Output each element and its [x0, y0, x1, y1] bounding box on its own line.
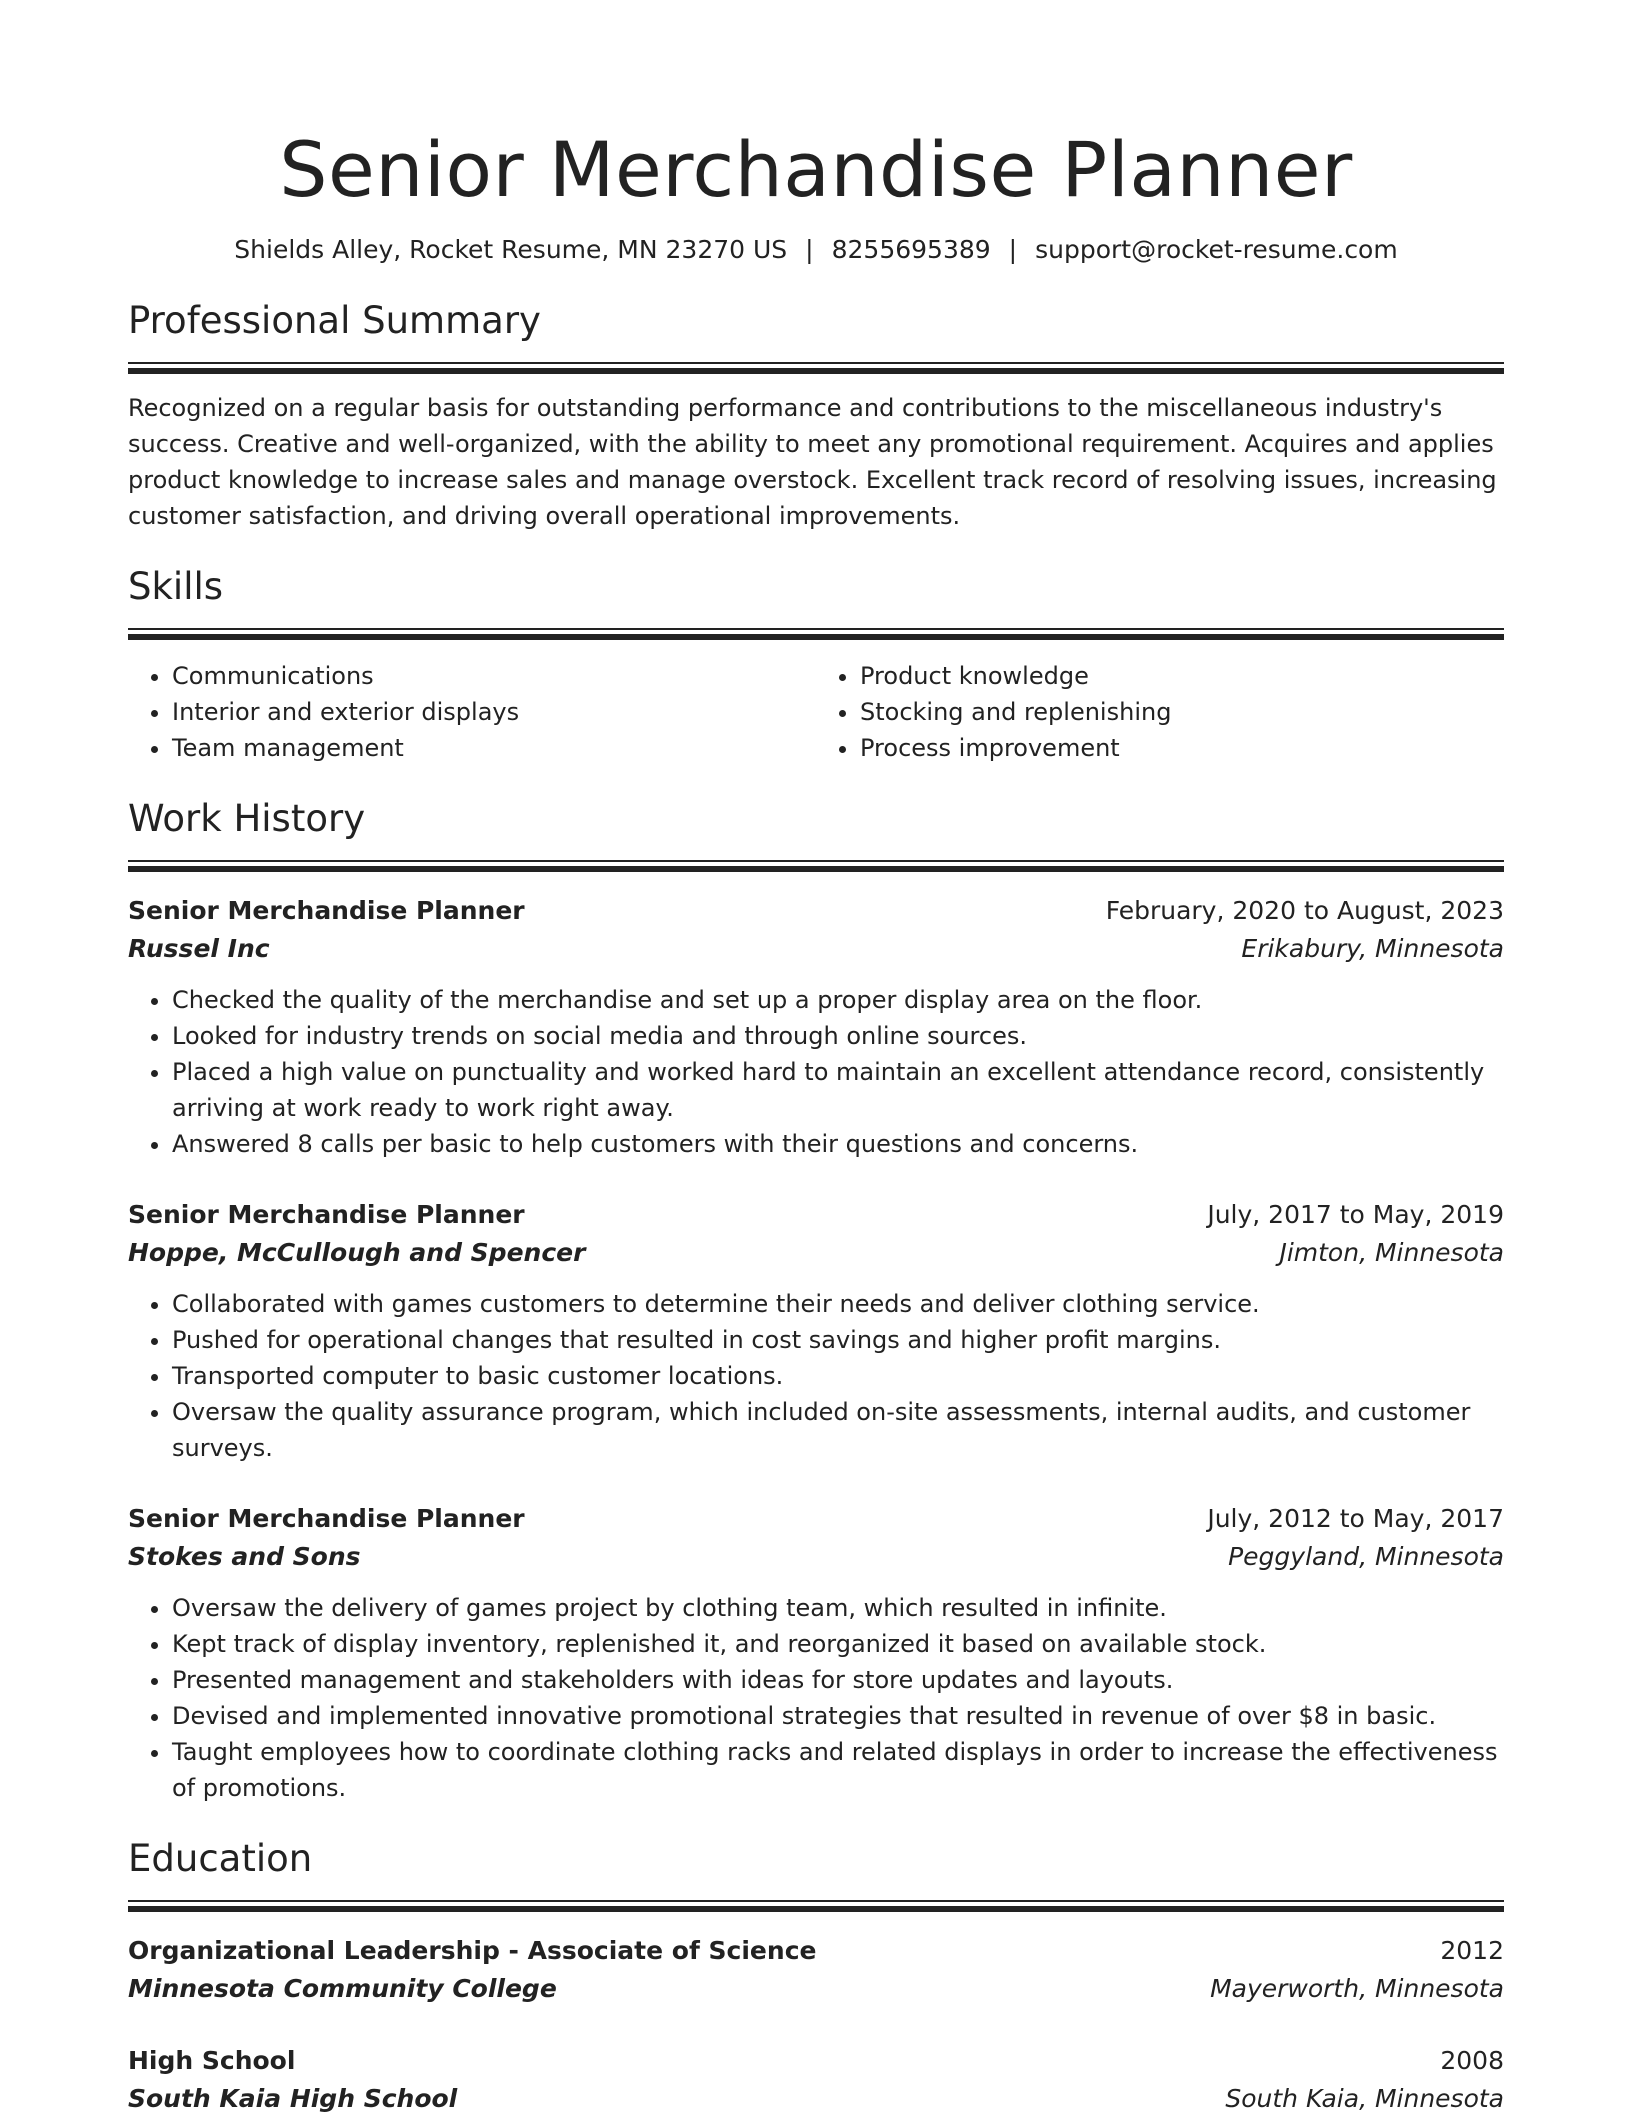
education-school: Minnesota Community College [128, 1974, 557, 2003]
skills-column-left [128, 658, 816, 766]
education-year: 2012 [1440, 1936, 1504, 1965]
section-title-work: Work History [128, 797, 366, 840]
contact-email: support@rocket-resume.com [1035, 235, 1398, 264]
job-bullets [128, 1590, 1504, 1806]
job-location: Peggyland, Minnesota [1228, 1542, 1504, 1571]
job-entry [128, 1500, 1504, 1806]
summary-section [128, 296, 1504, 534]
job-bullet: • Collaborated with games customers to determine their needs and deliver clothing service. [172, 1286, 1504, 1322]
job-bullet: • Placed a high value on punctuality and worked hard to maintain an excellent attendance record, consistently arriving at work ready to work right away. [172, 1054, 1504, 1126]
job-title: Senior Merchandise Planner [128, 1504, 525, 1533]
education-degree: Organizational Leadership - Associate of Science [128, 1936, 817, 1965]
contact-line [128, 232, 1504, 268]
summary-text: Recognized on a regular basis for outstanding performance and contributions to the miscellaneous industry's success. Creative and well-organized, with the ability to meet any promotional requirement. Acquires and applies product knowledge to increase sales and manage overstock. Excellent track record of resolving issues, increasing customer satisfaction, and driving overall operational improvements. [128, 394, 1497, 530]
job-bullet: • Kept track of display inventory, replenished it, and reorganized it based on available stock. [172, 1626, 1504, 1662]
job-location: Erikabury, Minnesota [1241, 934, 1504, 963]
section-divider [128, 1900, 1504, 1912]
job-bullets [128, 982, 1504, 1162]
job-company: Stokes and Sons [128, 1542, 361, 1571]
skills-column-right [816, 658, 1504, 766]
section-title-summary: Professional Summary [128, 299, 541, 342]
job-bullet: • Presented management and stakeholders with ideas for store updates and layouts. [172, 1662, 1504, 1698]
job-title: Senior Merchandise Planner [128, 896, 525, 925]
job-dates: July, 2017 to May, 2019 [1207, 1200, 1504, 1229]
skills-section [128, 562, 1504, 766]
job-bullet: • Looked for industry trends on social media and through online sources. [172, 1018, 1504, 1054]
resume-name: Senior Merchandise Planner [279, 125, 1353, 214]
section-divider [128, 362, 1504, 374]
education-degree: High School [128, 2046, 296, 2075]
education-location: South Kaia, Minnesota [1225, 2084, 1504, 2113]
skill-item: • Interior and exterior displays [172, 694, 816, 730]
section-divider [128, 628, 1504, 640]
section-title-education: Education [128, 1837, 313, 1880]
skill-item: • Communications [172, 658, 816, 694]
education-section [128, 1834, 1504, 2118]
education-entry [128, 1932, 1504, 2008]
job-entry [128, 892, 1504, 1162]
section-divider [128, 860, 1504, 872]
job-company: Hoppe, McCullough and Spencer [128, 1238, 586, 1267]
contact-separator: | [805, 235, 814, 264]
job-bullet: • Pushed for operational changes that resulted in cost savings and higher profit margins. [172, 1322, 1504, 1358]
job-entry [128, 1196, 1504, 1466]
skill-item: • Team management [172, 730, 816, 766]
skill-item: • Stocking and replenishing [860, 694, 1504, 730]
job-bullet: • Oversaw the delivery of games project by clothing team, which resulted in infinite. [172, 1590, 1504, 1626]
job-bullet: • Answered 8 calls per basic to help customers with their questions and concerns. [172, 1126, 1504, 1162]
job-bullet: • Taught employees how to coordinate clothing racks and related displays in order to increase the effectiveness of promotions. [172, 1734, 1504, 1806]
job-bullet: • Devised and implemented innovative promotional strategies that resulted in revenue of over $8 in basic. [172, 1698, 1504, 1734]
skill-item: • Process improvement [860, 730, 1504, 766]
job-dates: February, 2020 to August, 2023 [1105, 896, 1504, 925]
job-location: Jimton, Minnesota [1279, 1238, 1504, 1267]
job-bullet: • Oversaw the quality assurance program, which included on-site assessments, internal audits, and customer surveys. [172, 1394, 1504, 1466]
job-bullets [128, 1286, 1504, 1466]
education-location: Mayerworth, Minnesota [1210, 1974, 1504, 2003]
education-school: South Kaia High School [128, 2084, 458, 2113]
contact-phone: 8255695389 [831, 235, 991, 264]
section-title-skills: Skills [128, 565, 224, 608]
skills-columns [128, 658, 1504, 766]
job-title: Senior Merchandise Planner [128, 1200, 525, 1229]
job-bullet: • Transported computer to basic customer locations. [172, 1358, 1504, 1394]
job-bullet: • Checked the quality of the merchandise and set up a proper display area on the floor. [172, 982, 1504, 1018]
education-year: 2008 [1440, 2046, 1504, 2075]
contact-separator: | [1008, 235, 1018, 264]
work-history-section [128, 794, 1504, 1806]
skill-item: • Product knowledge [860, 658, 1504, 694]
job-dates: July, 2012 to May, 2017 [1207, 1504, 1504, 1533]
resume-page [128, 0, 1504, 2112]
education-entry [128, 2042, 1504, 2118]
contact-address: Shields Alley, Rocket Resume, MN 23270 US [234, 235, 788, 264]
job-company: Russel Inc [128, 934, 270, 963]
